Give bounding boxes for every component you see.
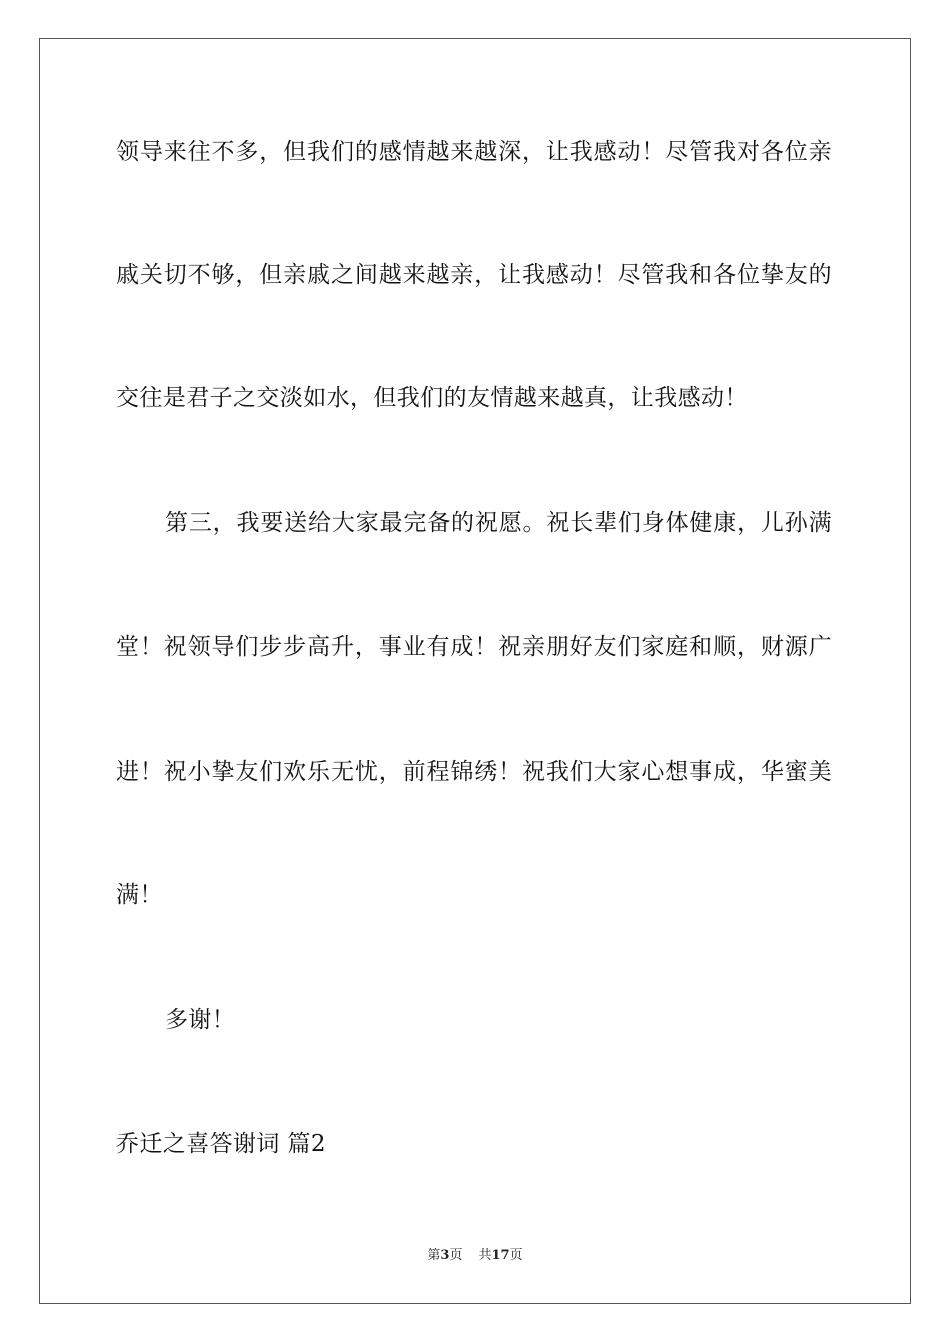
paragraph-first-line: 第三，我要送给大家最完备的祝愿。祝长辈们身体健康，儿孙满 xyxy=(165,510,832,536)
thanks-line: 多谢！ xyxy=(165,1007,236,1033)
section-heading: 乔迁之喜答谢词 篇2 xyxy=(116,1131,326,1157)
footer-total-number: 17 xyxy=(491,1248,510,1263)
page-footer xyxy=(0,1247,950,1265)
body-text-line: 领导来往不多，但我们的感情越来越深，让我感动！尽管我对各位亲 xyxy=(116,139,832,165)
body-text-line: 交往是君子之交淡如水，但我们的友情越来越真，让我感动！ xyxy=(116,385,748,411)
body-text-line: 堂！祝领导们步步高升，事业有成！祝亲朋好友们家庭和顺，财源广 xyxy=(116,634,832,660)
footer-total-prefix: 共 xyxy=(478,1248,492,1263)
footer-page-number: 3 xyxy=(440,1248,450,1263)
footer-page-suffix: 页 xyxy=(449,1248,463,1263)
body-text-line: 进！祝小挚友们欢乐无忧，前程锦绣！祝我们大家心想事成，华蜜美 xyxy=(116,759,832,785)
footer-page-prefix: 第 xyxy=(427,1248,441,1263)
body-text-line: 满！ xyxy=(116,882,163,908)
page-border xyxy=(39,38,911,1304)
body-text-line: 戚关切不够，但亲戚之间越来越亲，让我感动！尽管我和各位挚友的 xyxy=(116,262,832,288)
footer-total-suffix: 页 xyxy=(509,1248,523,1263)
